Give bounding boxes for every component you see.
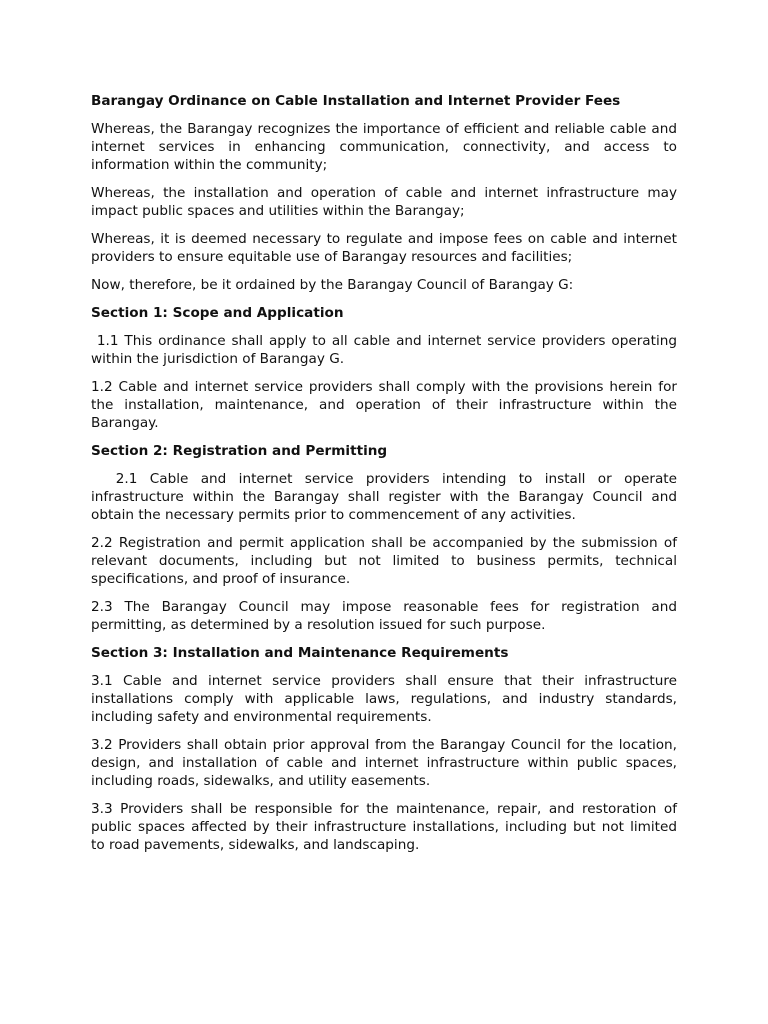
- section-2-paragraph-3: 2.3 The Barangay Council may impose reasonable fees for registration and permitting, as determined by a resolution issued for such purpose.: [91, 599, 677, 633]
- section-2-paragraph-1: 2.1 Cable and internet service providers intending to install or operate infrastructure within the Barangay shall register with the Barangay Council and obtain the necessary permits prior to commencement of any activities.: [91, 471, 682, 523]
- section-3-paragraph-1: 3.1 Cable and internet service providers shall ensure that their infrastructure installations comply with applicable laws, regulations, and industry standards, including safety and environmental requirements.: [91, 673, 677, 725]
- preamble-paragraph-2: Whereas, the installation and operation of cable and internet infrastructure may impact public spaces and utilities within the Barangay;: [91, 185, 677, 219]
- section-1-paragraph-2: 1.2 Cable and internet service providers shall comply with the provisions herein for the installation, maintenance, and operation of their infrastructure within the Barangay.: [91, 379, 677, 431]
- section-3-heading: Section 3: Installation and Maintenance Requirements: [91, 645, 509, 661]
- document-title: Barangay Ordinance on Cable Installation and Internet Provider Fees: [91, 93, 621, 109]
- preamble-paragraph-4: Now, therefore, be it ordained by the Barangay Council of Barangay G:: [91, 277, 574, 293]
- section-1-paragraph-1: 1.1 This ordinance shall apply to all cable and internet service providers operating within the jurisdiction of Barangay G.: [91, 333, 682, 367]
- section-1-heading: Section 1: Scope and Application: [91, 305, 344, 321]
- section-3-paragraph-2: 3.2 Providers shall obtain prior approval from the Barangay Council for the location, design, and installation of cable and internet infrastructure within public spaces, including roads, sidewalks, and utility easements.: [91, 737, 677, 789]
- section-3-paragraph-3: 3.3 Providers shall be responsible for the maintenance, repair, and restoration of public spaces affected by their infrastructure installations, including but not limited to road pavements, sidewalks, and landscaping.: [91, 801, 677, 853]
- section-2-paragraph-2: 2.2 Registration and permit application shall be accompanied by the submission of relevant documents, including but not limited to business permits, technical specifications, and proof of insurance.: [91, 535, 677, 587]
- preamble-paragraph-3: Whereas, it is deemed necessary to regulate and impose fees on cable and internet providers to ensure equitable use of Barangay resources and facilities;: [91, 231, 677, 265]
- preamble-paragraph-1: Whereas, the Barangay recognizes the importance of efficient and reliable cable and internet services in enhancing communication, connectivity, and access to information within the community;: [91, 121, 677, 173]
- section-2-heading: Section 2: Registration and Permitting: [91, 443, 388, 459]
- document-page: [91, 92, 682, 864]
